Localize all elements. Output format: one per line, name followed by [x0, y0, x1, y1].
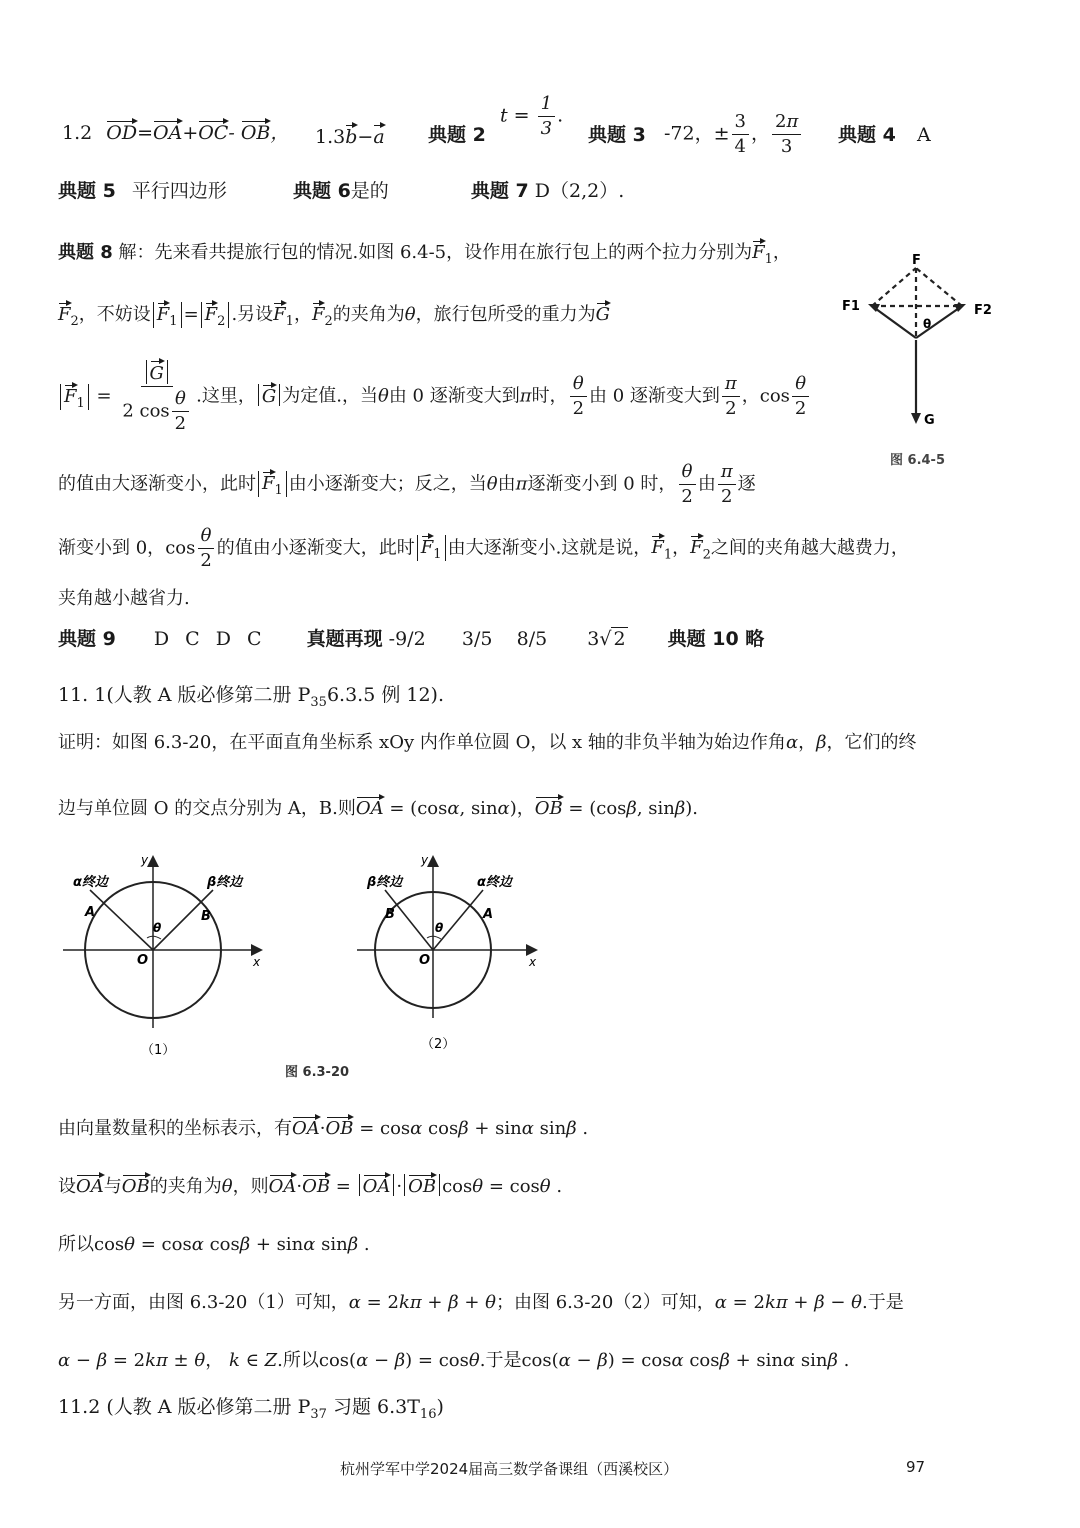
dt9-answer: D C D C [153, 628, 267, 650]
fig-label-G: G [924, 413, 935, 428]
beta-terminal-label: β终边 [207, 875, 243, 890]
dt8-para-line-3: $F_1$ = G 2 cos $\frac{\theta}{2}$ .这里， G 为定值.，当θ由 0 逐渐变大到π时， $\frac{\theta}{2}$ 由 0 逐渐变大到 $\frac{\pi}{2}$ ，cos $\frac{\theta}{2}$ [58, 360, 811, 433]
svg-text:y: y [421, 853, 429, 867]
item-1-2-label: 1.2 [62, 122, 93, 144]
alpha-terminal-label: α终边 [73, 875, 108, 890]
answers-line-1 [62, 120, 289, 143]
dt6-answer: 是的 [350, 180, 389, 202]
dt2-answer: t = $\frac{1}{3}$ . [500, 93, 564, 139]
alpha-terminal-label-2: α终边 [477, 875, 512, 890]
answers-line-2 [58, 182, 624, 201]
dt3-label: 典题 3 [588, 124, 646, 146]
proof-line-7: α − β = 2kπ ± θ， k ∈ Z.所以cos(α − β) = cosθ.于是cos(α − β) = cosα cosβ + sinα sinβ . [58, 1350, 850, 1371]
item-1-3-answer: 1.3b−a [315, 126, 385, 148]
dt8-para-line-1: 典题 8 解：先来看共提旅行包的情况.如图 6.4-5，设作用在旅行包上的两个拉力分别为$F_1$， [58, 242, 791, 267]
page-number: 97 [906, 1458, 926, 1476]
svg-text:O: O [419, 953, 431, 968]
footer-school: 杭州学军中学2024届高三数学备课组（西溪校区） [340, 1460, 679, 1478]
unit-circle-2 [357, 853, 537, 1052]
dt10-label: 典题 10 略 [667, 628, 765, 650]
figure-6-3-20 [55, 848, 575, 1083]
subfig-2-label: （2） [421, 1037, 456, 1052]
proof-line-2: 边与单位圆 O 的交点分别为 A，B.则OA = (cosα, sinα)，OB = (cosβ, sinβ). [58, 798, 698, 819]
dt7-label: 典题 7 [470, 180, 529, 202]
svg-text:y: y [141, 853, 149, 867]
figure-6-4-5 [838, 248, 1008, 473]
dt8-para-line-5: 渐变小到 0，cos $\frac{\theta}{2}$ 的值由小逐渐变大，此时 $F_1$ 由大逐渐变小.这就是说，$F_1$，$F_2$之间的夹角越大越费力， [58, 525, 909, 571]
dt4-label: 典题 4 [838, 124, 896, 146]
svg-text:θ: θ [153, 921, 162, 935]
svg-text:A: A [85, 905, 96, 920]
beta-terminal-label-2: β终边 [367, 875, 403, 890]
proof-line-4: 设OA与OB的夹角为θ，则OA·OB = OA · OB cosθ = cosθ . [58, 1176, 563, 1197]
dt4-answer: A [917, 124, 931, 146]
vector-od-equation: OD=OA+OC- OB， [106, 122, 290, 144]
dt7-answer: D（2,2）. [534, 180, 625, 202]
zt-label: 真题再现 [306, 628, 383, 650]
subfig-1-label: （1） [141, 1043, 176, 1058]
section-11-2-head: 11.2 (人教 A 版必修第二册 $P_{37}$ 习题 $6.3T_{16}$) [58, 1396, 444, 1422]
sqrt-answer: 3√ 2 [587, 628, 626, 650]
proof-line-1: 证明：如图 6.3-20，在平面直角坐标系 xOy 内作单位圆 O，以 x 轴的非负半轴为始边作角α，β，它们的终 [58, 732, 917, 753]
dt8-para-line-2: $F_2$，不妨设 $F_1 = F_2$ .另设$F_1$，$F_2$的夹角为θ，旅行包所受的重力为G [58, 304, 610, 329]
figure-6-3-20-caption: 图 6.3-20 [285, 1065, 350, 1080]
answers-line-9 [58, 630, 764, 649]
zt-answer: -9/2 3/5 8/5 [388, 628, 548, 650]
fig-label-theta: θ [923, 317, 932, 331]
dt8-para-line-4: 的值由大逐渐变小，此时 $F_1$ 由小逐渐变大；反之，当θ由π逐渐变小到 0 时， $\frac{\theta}{2}$ 由 $\frac{\pi}{2}$ 逐 [58, 461, 756, 507]
dt5-answer: 平行四边形 [131, 180, 227, 202]
proof-line-3: 由向量数量积的坐标表示，有OA·OB = cosα cosβ + sinα sinβ . [58, 1118, 589, 1139]
dt8-para-line-6: 夹角越小越省力. [58, 588, 190, 609]
svg-text:B: B [201, 909, 211, 924]
unit-circle-1 [63, 853, 261, 1058]
svg-text:x: x [529, 955, 537, 969]
dt3-answer: -72，± $\frac{3}{4}$ ， $\frac{2\pi}{3}$ [664, 112, 803, 157]
svg-text:B: B [385, 907, 395, 922]
svg-text:A: A [483, 907, 494, 922]
fig-label-F2: F2 [974, 303, 992, 318]
svg-text:x: x [253, 955, 261, 969]
fig-label-F1: F1 [842, 299, 860, 314]
dt2-label: 典题 2 [428, 124, 486, 146]
svg-text:θ: θ [435, 921, 444, 935]
proof-line-6: 另一方面，由图 6.3-20（1）可知，α = 2kπ + β + θ；由图 6.3-20（2）可知，α = 2kπ + β − θ.于是 [58, 1292, 904, 1313]
dt9-label: 典题 9 [58, 628, 116, 650]
section-11-1-head: 11. 1(人教 A 版必修第二册 $P_{35}6.3.5$ 例 12). [58, 684, 444, 710]
proof-line-5: 所以cosθ = cosα cosβ + sinα sinβ . [58, 1234, 370, 1255]
dt5-label: 典题 5 [58, 180, 116, 202]
dt6-label: 典题 6 [292, 180, 351, 202]
svg-text:O: O [137, 953, 149, 968]
fig-label-F: F [912, 253, 921, 268]
fig-caption: 图 6.4-5 [890, 453, 945, 468]
